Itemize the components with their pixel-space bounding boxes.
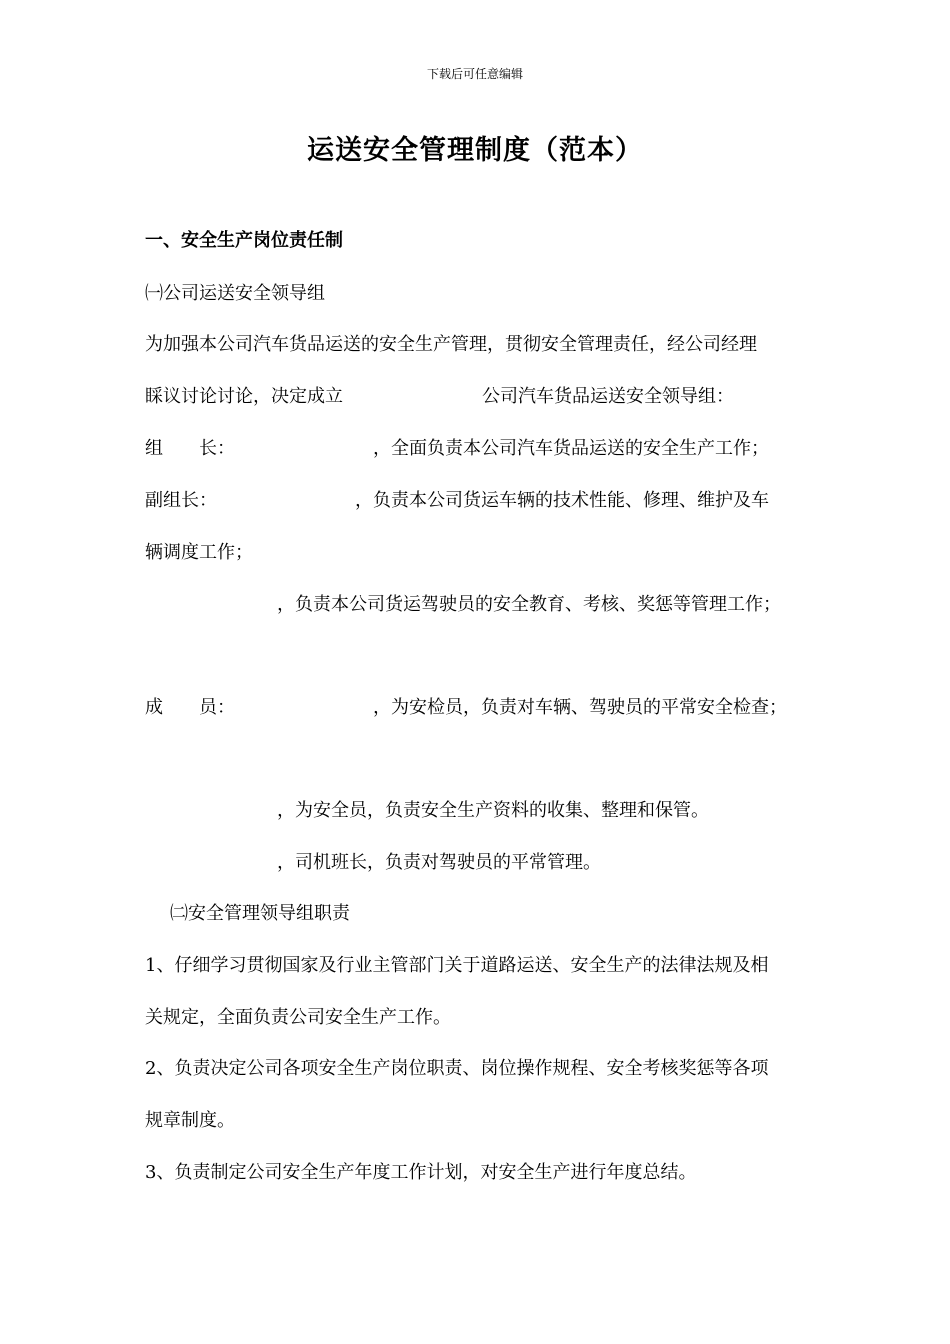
list-item: 3、负责制定公司安全生产年度工作计划，对安全生产进行年度总结。 — [145, 1162, 697, 1183]
subsection-heading: ㈡安全管理领导组职责 — [170, 903, 350, 924]
subsection-heading: ㈠公司运送安全领导组 — [145, 283, 325, 304]
role-duty: ，为安全员，负责安全生产资料的收集、整理和保管。 — [277, 800, 709, 821]
role-label: 副组长： — [145, 490, 217, 511]
role-duty: ，全面负责本公司汽车货品运送的安全生产工作； — [373, 438, 769, 459]
section-heading: 一、安全生产岗位责任制 — [145, 230, 343, 251]
role-duty: ，负责本公司货运驾驶员的安全教育、考核、奖惩等管理工作； — [277, 594, 781, 615]
header-note: 下载后可任意编辑 — [426, 67, 523, 81]
list-item-continued: 关规定，全面负责公司安全生产工作。 — [145, 1007, 451, 1028]
role-duty-continued: 辆调度工作； — [145, 542, 253, 563]
list-item-continued: 规章制度。 — [145, 1110, 235, 1131]
role-label: 组 长： — [145, 438, 235, 459]
list-item: 1、仔细学习贯彻国家及行业主管部门关于道路运送、安全生产的法律法规及相 — [145, 955, 769, 976]
role-duty: ，负责本公司货运车辆的技术性能、修理、维护及车 — [355, 490, 769, 511]
role-duty: ，为安检员，负责对车辆、驾驶员的平常安全检查； — [373, 697, 787, 718]
paragraph-line: 睬议讨论讨论，决定成立 — [145, 386, 343, 407]
role-duty: ，司机班长，负责对驾驶员的平常管理。 — [277, 852, 601, 873]
role-label: 成 员： — [145, 697, 235, 718]
paragraph-line: 为加强本公司汽车货品运送的安全生产管理，贯彻安全管理责任，经公司经理 — [145, 334, 757, 355]
list-item: 2、负责决定公司各项安全生产岗位职责、岗位操作规程、安全考核奖惩等各项 — [145, 1058, 769, 1079]
document-title: 运送安全管理制度（范本） — [307, 135, 643, 166]
paragraph-line: 公司汽车货品运送安全领导组： — [482, 386, 734, 407]
